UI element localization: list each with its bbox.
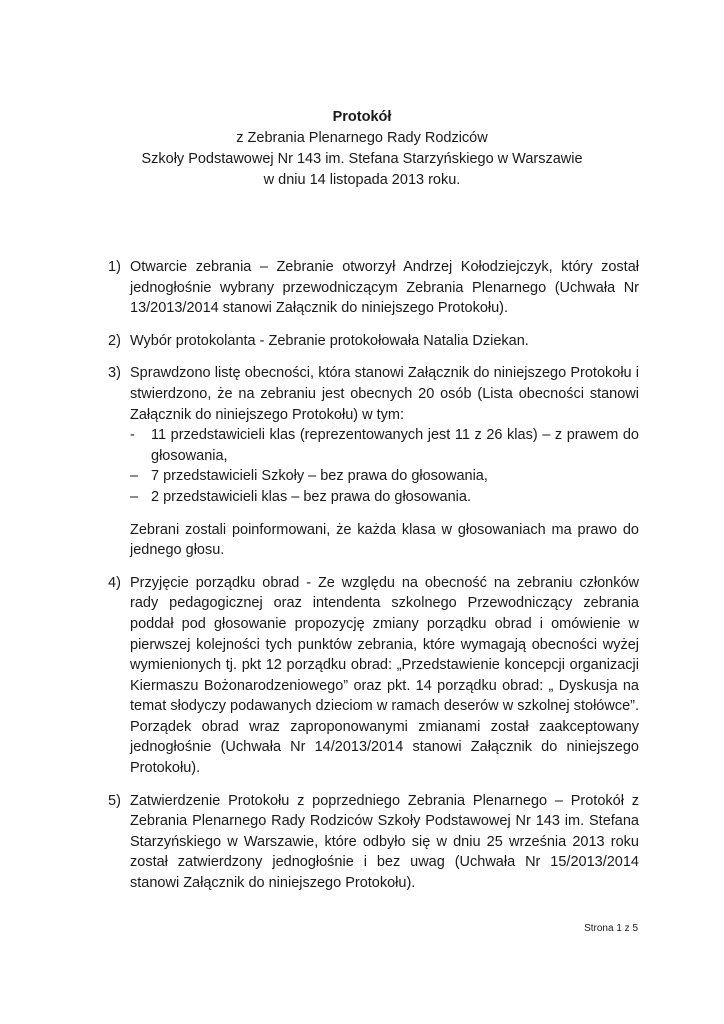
item-text: Zatwierdzenie Protokołu z poprzedniego Zebrania Plenarnego – Protokół z Zebrania Plenarnego Rady Rodziców Szkoły Podstawowej Nr 143 im. Stefana Starzyńskiego w Warszawie, które odbyło się w dniu 25 września 2013 roku został zatwierdzony jednogłośnie i bez uwag (Uchwała Nr 15/2013/2014 stanowi Załącznik do niniejszego Protokołu). <box>130 792 639 892</box>
header-line-2: Szkoły Podstawowej Nr 143 im. Stefana Starzyńskiego w Warszawie <box>141 151 583 167</box>
item-number: 5) <box>108 792 121 809</box>
item-number: 1) <box>108 259 121 275</box>
dash-marker: – <box>130 468 139 485</box>
sublist-item-text: 2 przedstawicieli klas – bez prawa do głosowania. <box>151 488 471 505</box>
attendance-sublist <box>130 425 639 507</box>
sublist-item <box>130 425 639 466</box>
document-header <box>0 107 724 191</box>
document-title: Protokół <box>332 109 392 125</box>
item-number: 3) <box>108 365 121 382</box>
item-number: 4) <box>108 574 121 591</box>
page-number: Strona 1 z 5 <box>584 923 638 934</box>
list-item-2 <box>108 331 639 352</box>
document-body <box>108 257 639 894</box>
header-line-3: w dniu 14 listopada 2013 roku. <box>263 172 461 188</box>
list-item-5 <box>108 791 639 894</box>
header-line-1: z Zebrania Plenarnego Rady Rodziców <box>236 130 488 146</box>
sublist-item <box>130 466 639 487</box>
list-item-3 <box>108 363 639 560</box>
list-item-1 <box>108 257 639 319</box>
voting-note: Zebrani zostali poinformowani, że każda klasa w głosowaniach ma prawo do jednego głosu. <box>130 521 639 559</box>
sublist-item-text: 11 przedstawicieli klas (reprezentowanych jest 11 z 26 klas) – z prawem do głosowania, <box>151 427 639 464</box>
item-number: 2) <box>108 332 121 349</box>
sublist-item <box>130 487 639 508</box>
list-item-4 <box>108 573 639 779</box>
item-text: Przyjęcie porządku obrad - Ze względu na obecność na zebraniu członków rady pedagogicznej oraz intendenta szkolnego Przewodniczący zebrania poddał pod głosowanie propozycję zmiany porządku obrad i omówienie w pierwszej kolejności tych punktów zebrania, które wymagają obecności wyżej wymienionych tj. pkt 12 porządku obrad: „Przedstawienie koncepcji organizacji Kiermaszu Bożonarodzeniowego” oraz pkt. 14 porządku obrad: „ Dyskusja na temat słodyczy podawanych dzieciom w ramach deserów w szkolnej stołówce”. Porządek obrad wraz zaproponowanymi zmianami został zaakceptowany jednogłośnie (Uchwała Nr 14/2013/2014 stanowi Załącznik do niniejszego Protokołu). <box>130 574 639 777</box>
dash-marker: – <box>130 488 139 505</box>
sublist-item-text: 7 przedstawicieli Szkoły – bez prawa do głosowania, <box>151 468 488 485</box>
dash-marker: - <box>130 427 135 444</box>
item-text: Otwarcie zebrania – Zebranie otworzył Andrzej Kołodziejczyk, który został jednogłośnie wybrany przewodniczącym Zebrania Plenarnego (Uchwała Nr 13/2013/2014 stanowi Załącznik do niniejszego Protokołu). <box>130 259 639 317</box>
item-text: Wybór protokolanta - Zebranie protokołowała Natalia Dziekan. <box>130 332 529 349</box>
item-text: Sprawdzono listę obecności, która stanowi Załącznik do niniejszego Protokołu i stwierdzono, że na zebraniu jest obecnych 20 osób (Lista obecności stanowi Załącznik do niniejszego Protokołu) w tym: <box>130 365 639 423</box>
